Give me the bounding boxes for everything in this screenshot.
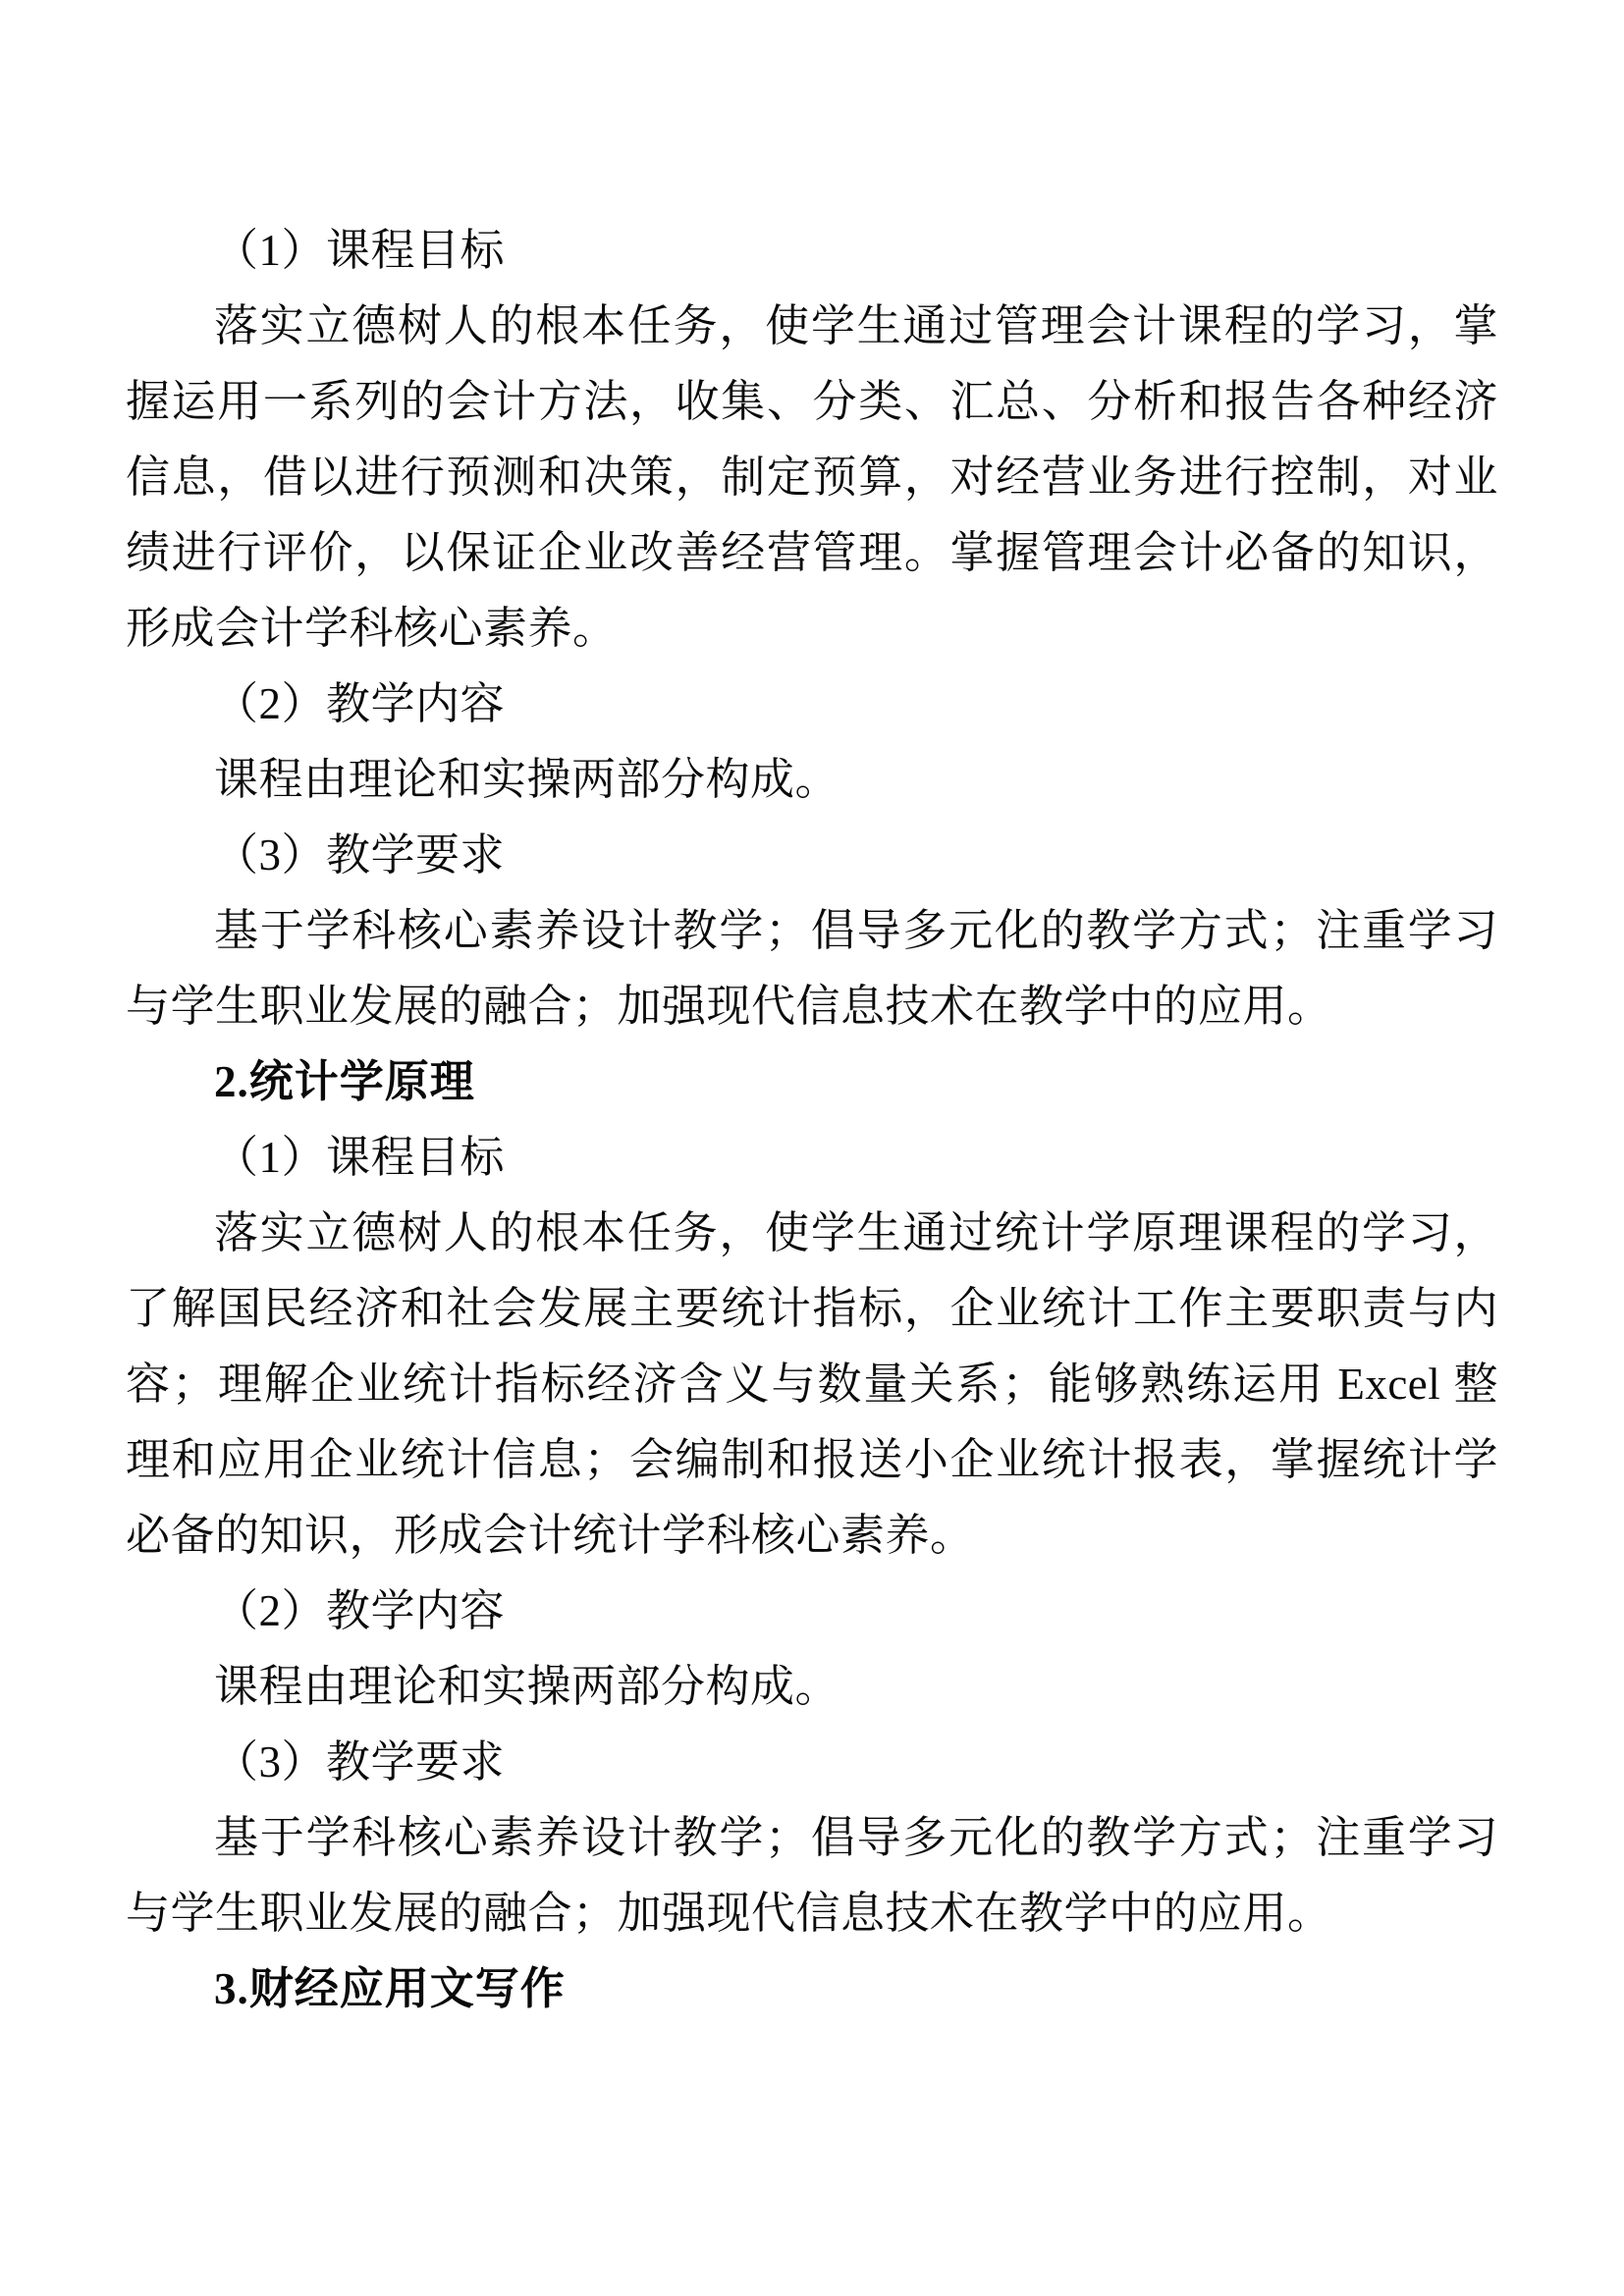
course-1-requirements-label: [126, 818, 1498, 893]
course-1-requirements-body-line-1: 基于学科核心素养设计教学；倡导多元化的教学方式；注重学习: [214, 906, 1498, 955]
course-1-goal-body-line-4: 绩进行评价，以保证企业改善经营管理。掌握管理会计必备的知识，: [126, 528, 1498, 577]
course-2-content-body: [126, 1649, 1498, 1725]
course-2-requirements-body-line-2: 与学生职业发展的融合；加强现代信息技术在教学中的应用。: [126, 1889, 1332, 1938]
course-1-goal-label-line-1: （1）课程目标: [214, 226, 506, 275]
course-2-goal-body-line-2: 了解国民经济和社会发展主要统计指标，企业统计工作主要职责与内: [126, 1284, 1498, 1333]
course-1-goal-body-line-3: 信息，借以进行预测和决策，制定预算，对经营业务进行控制，对业: [126, 453, 1498, 502]
course-2-requirements-label: [126, 1725, 1498, 1800]
course-3-heading-line-1: 3.财经应用文写作: [214, 1964, 566, 2013]
course-2-goal-body-line-3: 容；理解企业统计指标经济含义与数量关系；能够熟练运用 Excel 整: [126, 1360, 1498, 1409]
course-2-heading: [126, 1044, 1498, 1120]
course-1-goal-body: [126, 289, 1498, 667]
course-1-content-label-line-1: （2）教学内容: [214, 679, 506, 728]
course-1-requirements-body: [126, 893, 1498, 1044]
course-1-content-body: [126, 742, 1498, 818]
course-1-content-label: [126, 667, 1498, 742]
course-2-content-label-line-1: （2）教学内容: [214, 1586, 506, 1635]
course-2-goal-body: [126, 1196, 1498, 1574]
course-2-heading-line-1: 2.统计学原理: [214, 1057, 475, 1106]
course-1-requirements-label-line-1: （3）教学要求: [214, 830, 506, 880]
course-2-requirements-body: [126, 1800, 1498, 1951]
course-2-goal-label-line-1: （1）课程目标: [214, 1133, 506, 1182]
course-1-goal-body-line-1: 落实立德树人的根本任务，使学生通过管理会计课程的学习，掌: [214, 301, 1498, 350]
course-1-goal-label: [126, 213, 1498, 289]
course-2-requirements-body-line-1: 基于学科核心素养设计教学；倡导多元化的教学方式；注重学习: [214, 1813, 1498, 1862]
course-2-content-body-line-1: 课程由理论和实操两部分构成。: [214, 1662, 840, 1711]
course-2-goal-label: [126, 1120, 1498, 1196]
course-2-goal-body-line-5: 必备的知识，形成会计统计学科核心素养。: [126, 1511, 975, 1560]
course-2-goal-body-line-4: 理和应用企业统计信息；会编制和报送小企业统计报表，掌握统计学: [126, 1435, 1498, 1484]
course-1-requirements-body-line-2: 与学生职业发展的融合；加强现代信息技术在教学中的应用。: [126, 982, 1332, 1031]
course-2-goal-body-line-1: 落实立德树人的根本任务，使学生通过统计学原理课程的学习，: [214, 1208, 1498, 1257]
course-1-content-body-line-1: 课程由理论和实操两部分构成。: [214, 755, 840, 804]
course-2-requirements-label-line-1: （3）教学要求: [214, 1737, 506, 1787]
course-1-goal-body-line-5: 形成会计学科核心素养。: [126, 604, 618, 653]
document-body: [126, 213, 1498, 2027]
course-1-goal-body-line-2: 握运用一系列的会计方法，收集、分类、汇总、分析和报告各种经济: [126, 377, 1498, 426]
course-2-content-label: [126, 1574, 1498, 1649]
course-3-heading: [126, 1951, 1498, 2027]
